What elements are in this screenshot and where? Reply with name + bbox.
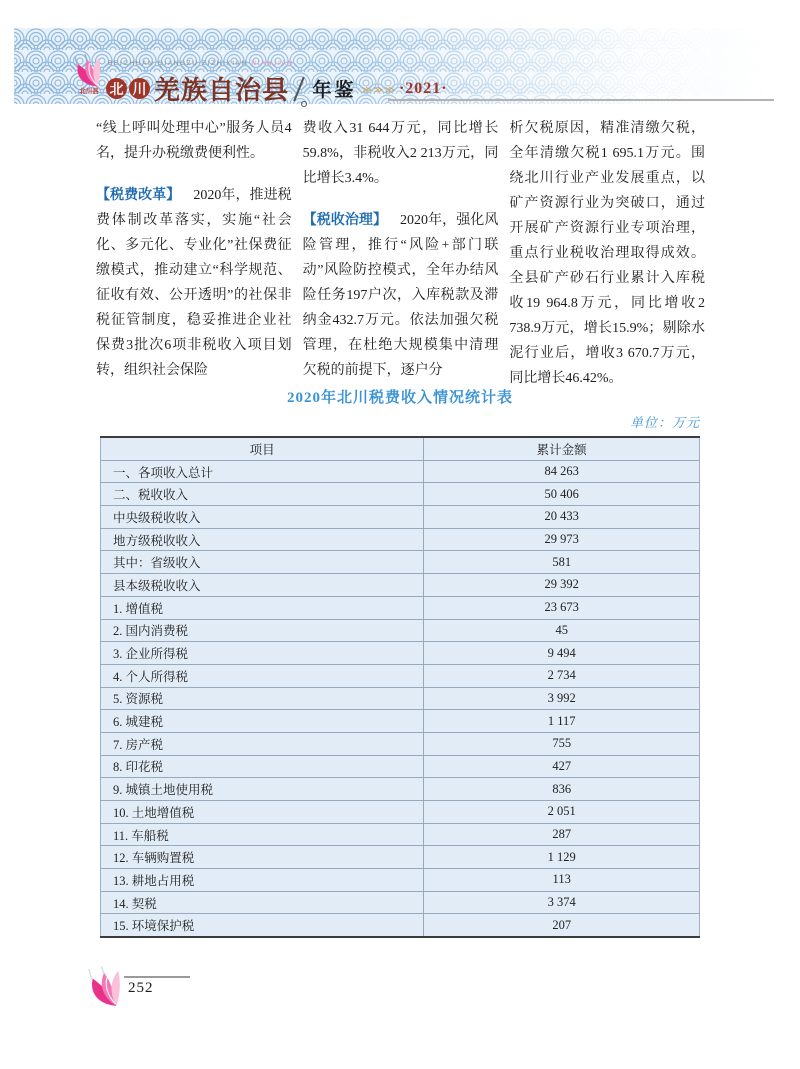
row-item-label: 9. 城镇土地使用税 <box>101 778 424 801</box>
masthead-title <box>106 70 448 107</box>
text-column-3 <box>509 116 705 391</box>
text-column-1 <box>96 116 292 391</box>
entry-text-tax-governance: 2020年，强化风险管理，推行“风险+部门联动”风险防控模式，全年办结风险任务197户次，入库税款及滞纳金432.7万元。依法加强欠税管理，在杜绝大规模集中清理欠税的前提下，逐户分 <box>302 213 499 378</box>
table-row <box>101 528 700 551</box>
table-row <box>101 846 700 869</box>
table-row <box>101 755 700 778</box>
row-amount-value: 20 433 <box>424 506 700 529</box>
footer-rule <box>124 976 190 978</box>
row-amount-value: 2 051 <box>424 801 700 824</box>
title-dashes: ≫≫≫ <box>361 85 396 96</box>
entry-text-tax-reform: 2020年，推进税费体制改革落实，实施“社会化、多元化、专业化”社保费征缴模式，推动建立“科学规范、征收有效、公开透明”的社保非税征管制度，稳妥推进企业社保费3批次6项非税收入项目划转，组织社会保险 <box>96 188 292 378</box>
table-title: 2020年北川税费收入情况统计表 <box>286 390 513 406</box>
row-amount-value: 207 <box>424 914 700 937</box>
entry-label-tax-governance: 【税收治理】 <box>302 213 388 228</box>
row-item-label: 7. 房产税 <box>101 732 424 755</box>
column-header-amount: 累计金额 <box>424 437 700 460</box>
caps-main: BEICHUAN QIANGZU ZIZHIXIAN <box>108 60 248 67</box>
paragraph-continuation: 析欠税原因，精准清缴欠税，全年清缴欠税1 695.1万元。围绕北川行业产业发展重点，以矿产资源行业为突破口，通过开展矿产资源行业专项治理，重点行业税收治理取得成效。全县矿产砂石行业累计入库税收19 964.8万元，同比增收2 738.9万元，增长15.9%；剔除水泥行业后，增收3 670.7万元，同比增长46.42%。 <box>509 121 706 386</box>
row-amount-value: 581 <box>424 551 700 574</box>
row-amount-value: 23 673 <box>424 596 700 619</box>
row-amount-value: 29 973 <box>424 528 700 551</box>
caps-accent: NIANJIAN <box>251 60 294 67</box>
row-item-label: 二、税收收入 <box>101 483 424 506</box>
table-row <box>101 710 700 733</box>
row-amount-value: 3 374 <box>424 891 700 914</box>
title-circle-bei: 北 <box>106 78 127 99</box>
table-row <box>101 574 700 597</box>
column-header-item: 项目 <box>101 437 424 460</box>
row-item-label: 2. 国内消费税 <box>101 619 424 642</box>
row-item-label: 5. 资源税 <box>101 687 424 710</box>
title-yearbook: 年鉴 <box>312 80 357 101</box>
row-amount-value: 2 734 <box>424 664 700 687</box>
row-item-label: 8. 印花税 <box>101 755 424 778</box>
table-row <box>101 642 700 665</box>
row-amount-value: 836 <box>424 778 700 801</box>
row-item-label: 15. 环境保护税 <box>113 919 195 934</box>
row-item-label: 12. 车辆购置税 <box>101 846 424 869</box>
table-head <box>101 437 700 460</box>
row-amount-value: 287 <box>424 823 700 846</box>
county-badge: 北川县 <box>79 88 99 95</box>
row-item-label: 13. 耕地占用税 <box>101 869 424 892</box>
tax-revenue-table <box>100 436 700 938</box>
row-amount-value: 50 406 <box>424 483 700 506</box>
butterfly-logo-icon <box>74 54 102 88</box>
table-row <box>101 869 700 892</box>
table-body <box>101 460 700 937</box>
footer-butterfly-icon <box>88 966 122 1008</box>
row-amount-value: 113 <box>424 869 700 892</box>
table-row <box>101 823 700 846</box>
row-item-label: 县本级税收收入 <box>101 574 424 597</box>
table-row <box>101 664 700 687</box>
row-amount-value: 3 992 <box>424 687 700 710</box>
title-circle-chuan: 川 <box>129 78 150 99</box>
row-item-label: 中央级税收收入 <box>101 506 424 529</box>
article-columns <box>96 116 705 391</box>
row-amount-value: 84 263 <box>424 460 700 483</box>
title-divider-dot <box>301 101 307 107</box>
text-column-2 <box>303 116 499 391</box>
page-number: 252 <box>128 980 154 996</box>
entry-tax-governance <box>303 208 499 383</box>
title-county-name: 羌族自治县 <box>154 76 290 105</box>
paragraph-continuation: “线上呼叫处理中心”服务人员4名，提升办税缴费便利性。 <box>96 121 292 161</box>
row-item-label: 11. 车船税 <box>101 823 424 846</box>
row-amount-value: 1 129 <box>424 846 700 869</box>
title-year: ·2021· <box>398 79 448 97</box>
table-row <box>101 778 700 801</box>
table-row <box>101 732 700 755</box>
table-header-row <box>101 437 700 460</box>
row-item-label: 14. 契税 <box>101 891 424 914</box>
row-item-label: 1. 增值税 <box>101 596 424 619</box>
row-item-label: 其中：省级收入 <box>101 551 424 574</box>
row-amount-value: 45 <box>424 619 700 642</box>
entry-tax-reform <box>96 183 292 383</box>
row-item-label: 4. 个人所得税 <box>101 664 424 687</box>
table-row <box>101 483 700 506</box>
row-item-label: 3. 企业所得税 <box>101 642 424 665</box>
row-item-label: 地方级税收收入 <box>101 528 424 551</box>
table-row <box>101 891 700 914</box>
row-item-label: 6. 城建税 <box>101 710 424 733</box>
row-amount-value: 1 117 <box>424 710 700 733</box>
table-row <box>101 460 700 483</box>
title-divider <box>293 76 304 101</box>
table-row <box>101 596 700 619</box>
table-row <box>101 801 700 824</box>
table-row <box>101 551 700 574</box>
table-row <box>101 687 700 710</box>
paragraph-continuation: 费收入31 644万元，同比增长59.8%，非税收入2 213万元，同比增长3.4%。 <box>302 121 499 186</box>
row-amount-value: 427 <box>424 755 700 778</box>
row-amount-value: 29 392 <box>424 574 700 597</box>
table-unit-label: 单位：万元 <box>629 415 700 430</box>
table-row <box>101 619 700 642</box>
row-item-label: 10. 土地增值税 <box>101 801 424 824</box>
row-amount-value: 9 494 <box>424 642 700 665</box>
masthead-caps <box>108 60 294 67</box>
entry-label-tax-reform: 【税费改革】 <box>96 188 181 203</box>
row-item-label: 一、各项收入总计 <box>101 460 424 483</box>
row-amount-value: 755 <box>424 732 700 755</box>
table-row <box>101 506 700 529</box>
table-row <box>101 914 700 937</box>
